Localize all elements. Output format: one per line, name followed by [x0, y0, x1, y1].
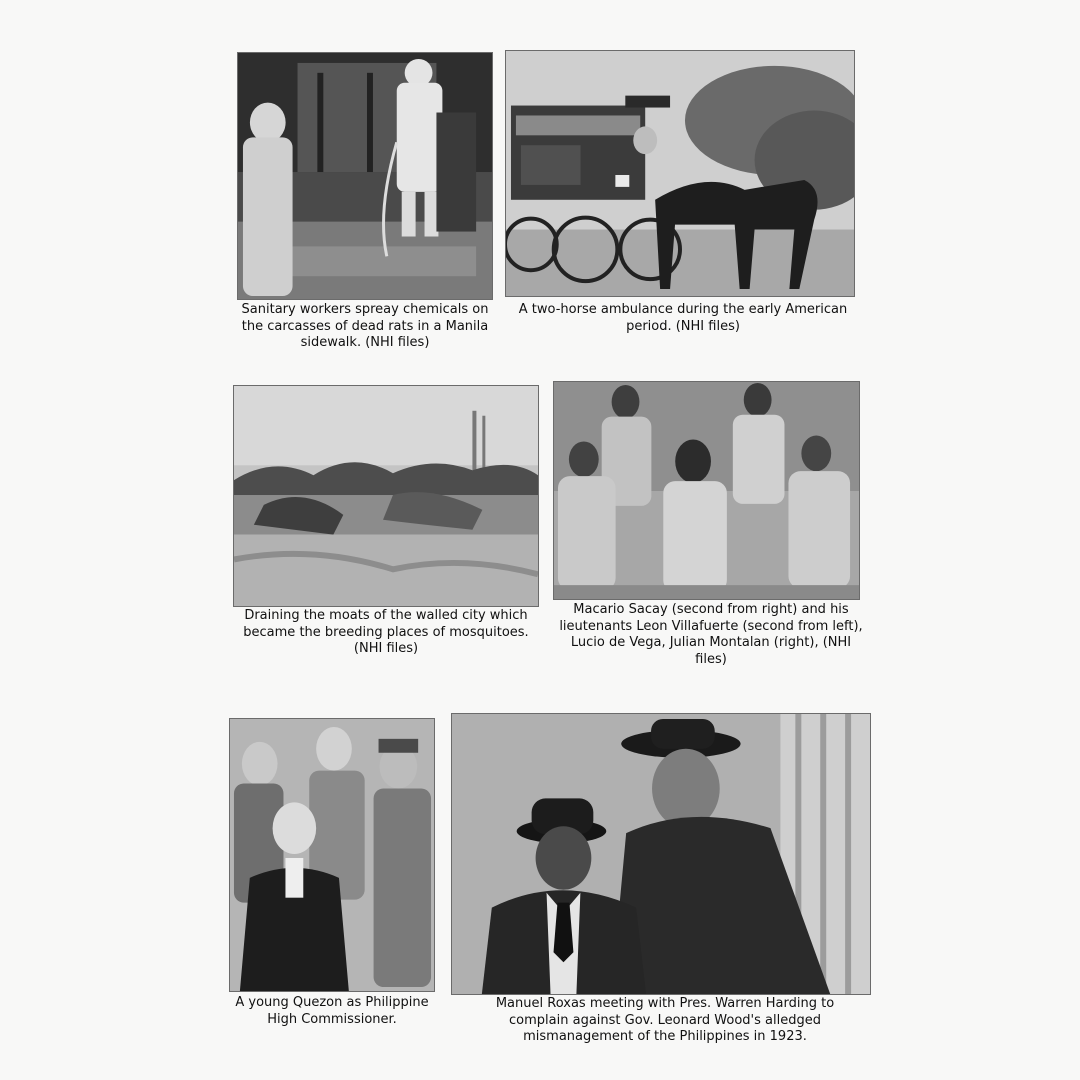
- photo-sacay-group: [553, 381, 860, 600]
- photo-quezon: [229, 718, 435, 992]
- caption-quezon: A young Quezon as Philippine High Commissioner.: [235, 995, 429, 1027]
- caption-sanitary-workers: Sanitary workers spreay chemicals on the carcasses of dead rats in a Manila sidewalk. (NHI files): [241, 302, 489, 350]
- photo-moats: [233, 385, 539, 607]
- photo-sanitary-workers: [237, 52, 493, 300]
- photo-roxas-harding: [451, 713, 871, 995]
- caption-roxas-harding: Manuel Roxas meeting with Pres. Warren Harding to complain against Gov. Leonard Wood's alledged mismanagement of the Philippines in 1923.: [495, 996, 835, 1044]
- photo-ambulance: [505, 50, 855, 297]
- caption-moats: Draining the moats of the walled city which became the breeding places of mosquitoes. (NHI files): [243, 608, 529, 656]
- caption-ambulance: A two-horse ambulance during the early American period. (NHI files): [518, 302, 848, 334]
- caption-sacay-group: Macario Sacay (second from right) and his lieutenants Leon Villafuerte (second from left), Lucio de Vega, Julian Montalan (right), (NHI files): [559, 602, 863, 667]
